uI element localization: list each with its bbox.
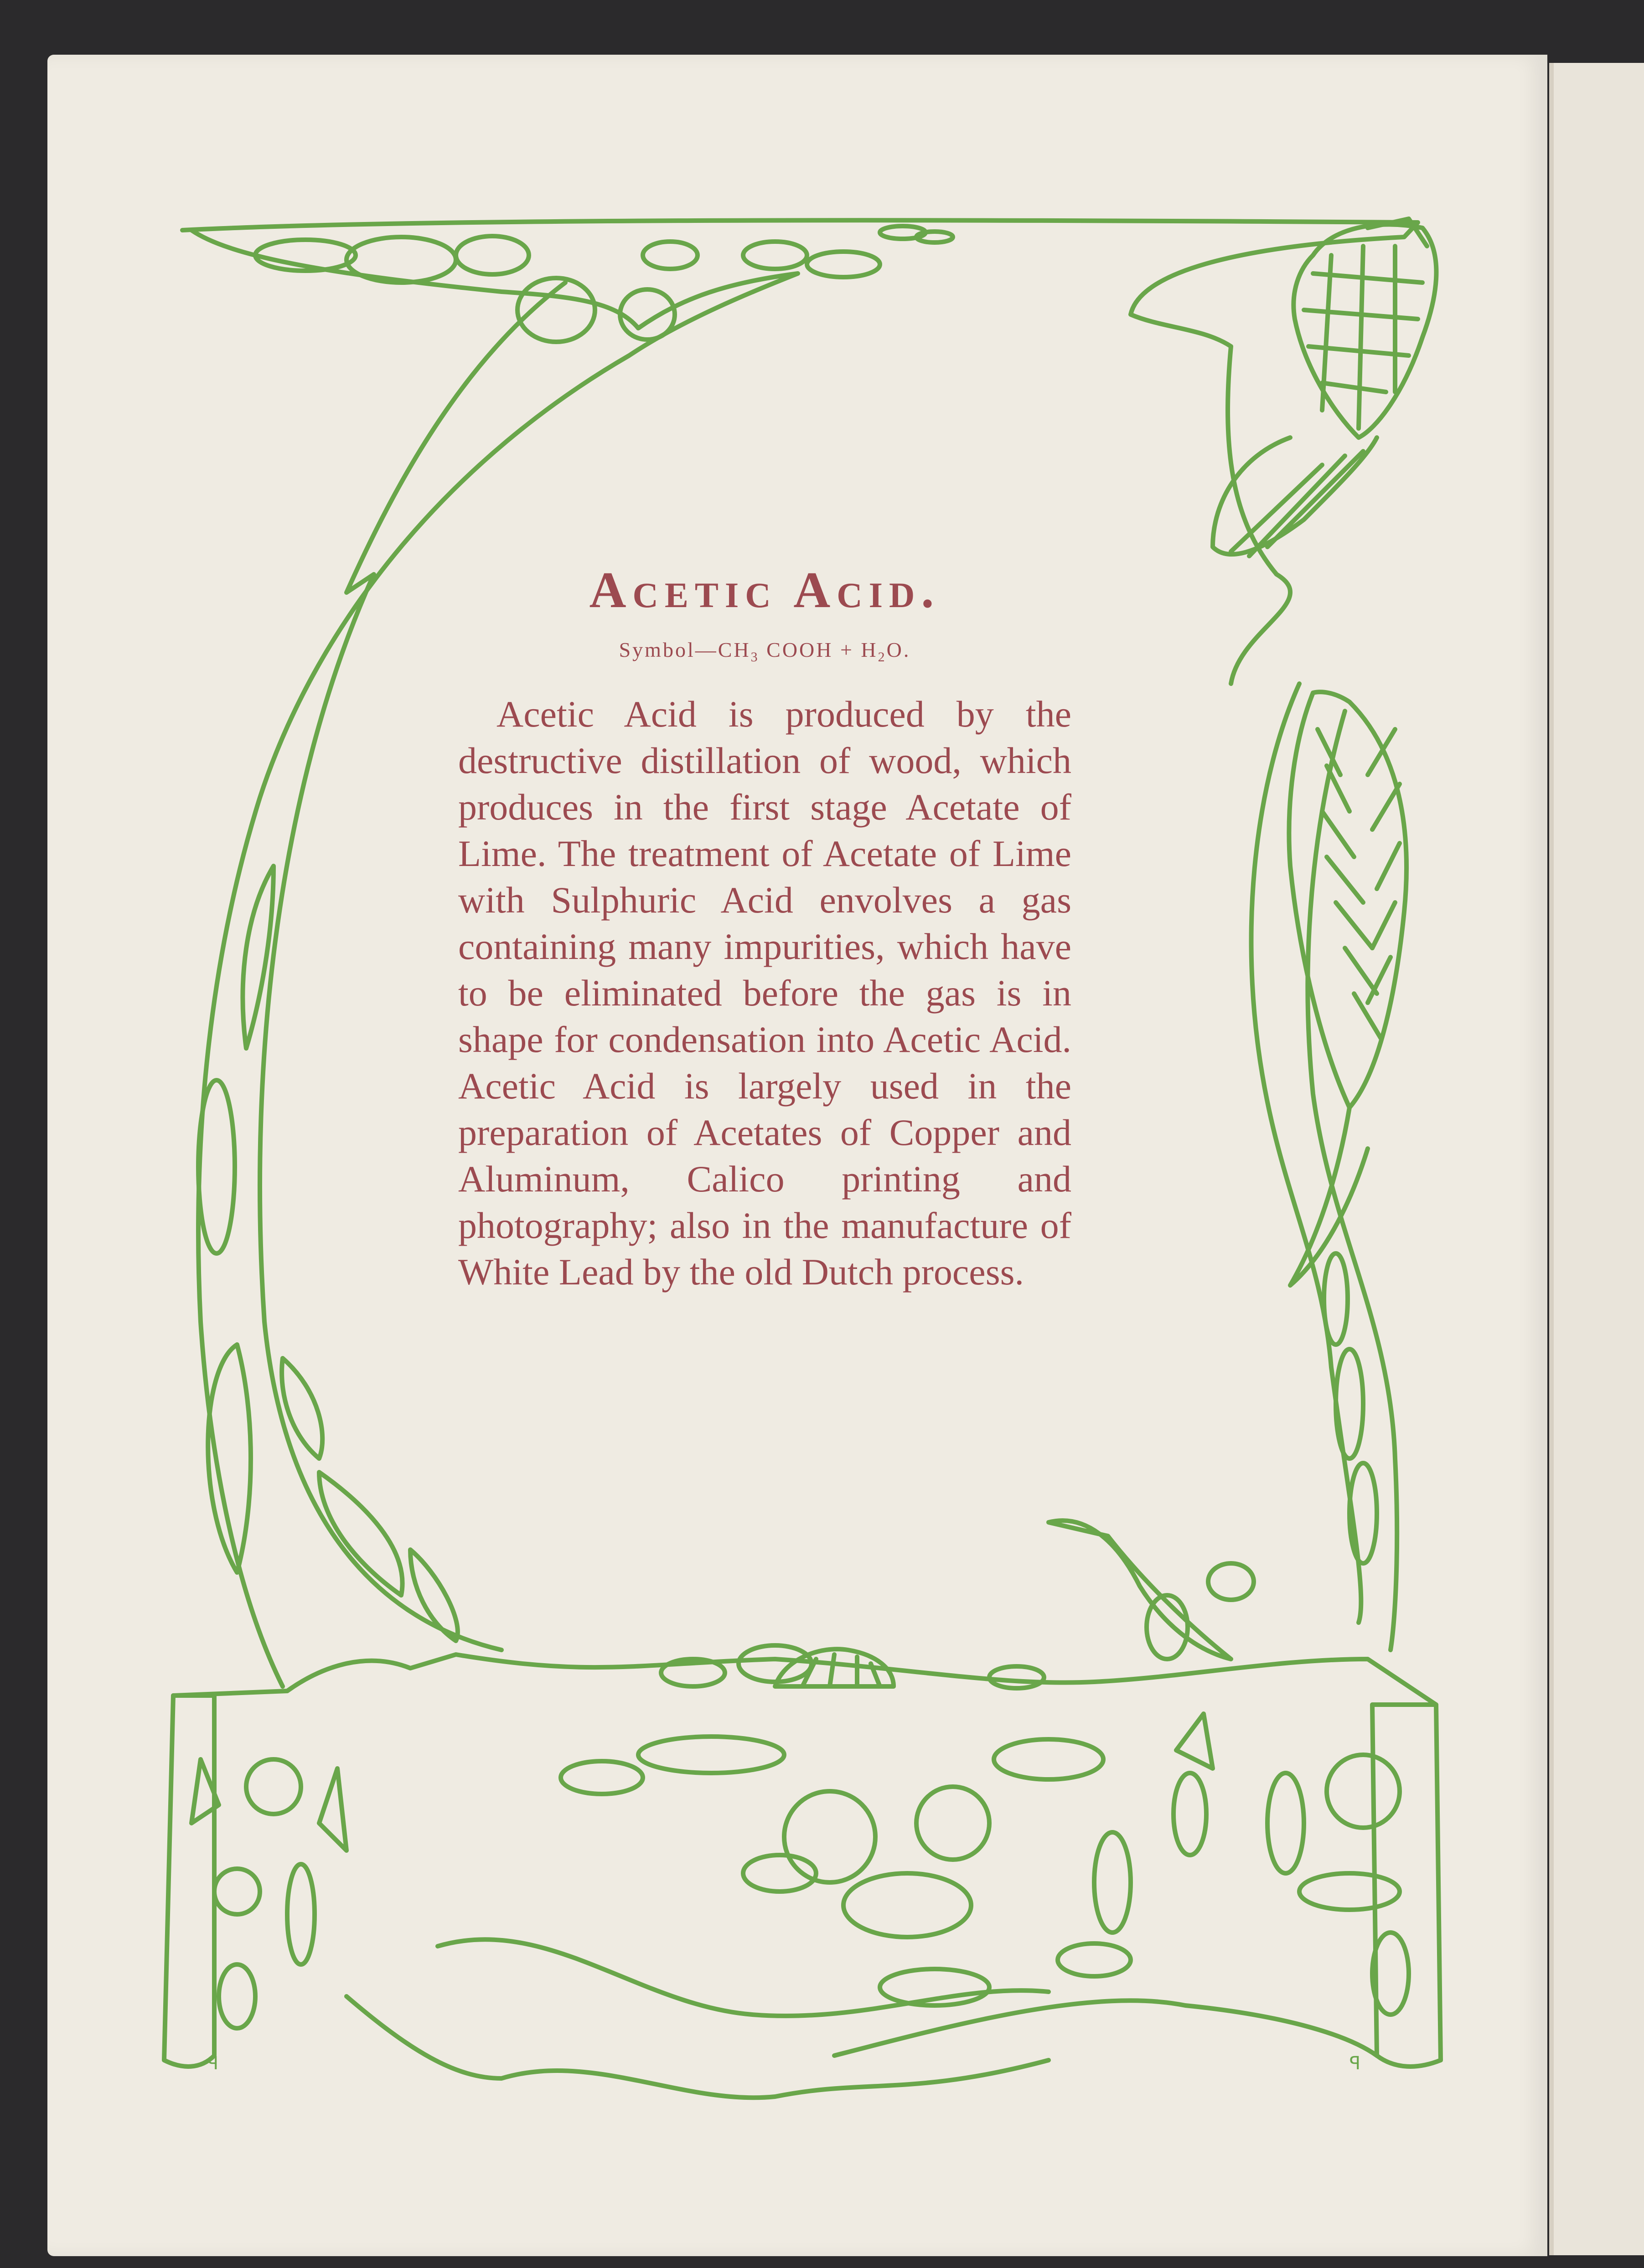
symbol-subscript-3: 3 xyxy=(750,649,760,665)
article-text xyxy=(458,561,1071,1295)
symbol-suffix: O. xyxy=(886,638,911,661)
symbol-prefix: Symbol—CH xyxy=(619,638,751,661)
svg-text:ꟼ: ꟼ xyxy=(207,2053,219,2073)
body-paragraph: Acetic Acid is produced by the destructive distillation of wood, which produces in the first stage Acetate of Lime. The treatment of Acetate of Lime with Sulphuric Acid envolves a gas containing many impurities, which have to be eliminated before the gas is in shape for condensation into Acetic Acid. Acetic Acid is largely used in the preparation of Acetates of Copper and Aluminum, Calico printing and photography; also in the manufacture of White Lead by the old Dutch process. xyxy=(458,693,1071,1293)
page-title: Acetic Acid. xyxy=(589,562,941,619)
svg-text:ꟼ: ꟼ xyxy=(1349,2053,1361,2073)
symbol-middle: COOH + H xyxy=(759,638,878,661)
symbol-subscript-2: 2 xyxy=(878,649,887,665)
chemical-symbol xyxy=(458,636,1071,671)
